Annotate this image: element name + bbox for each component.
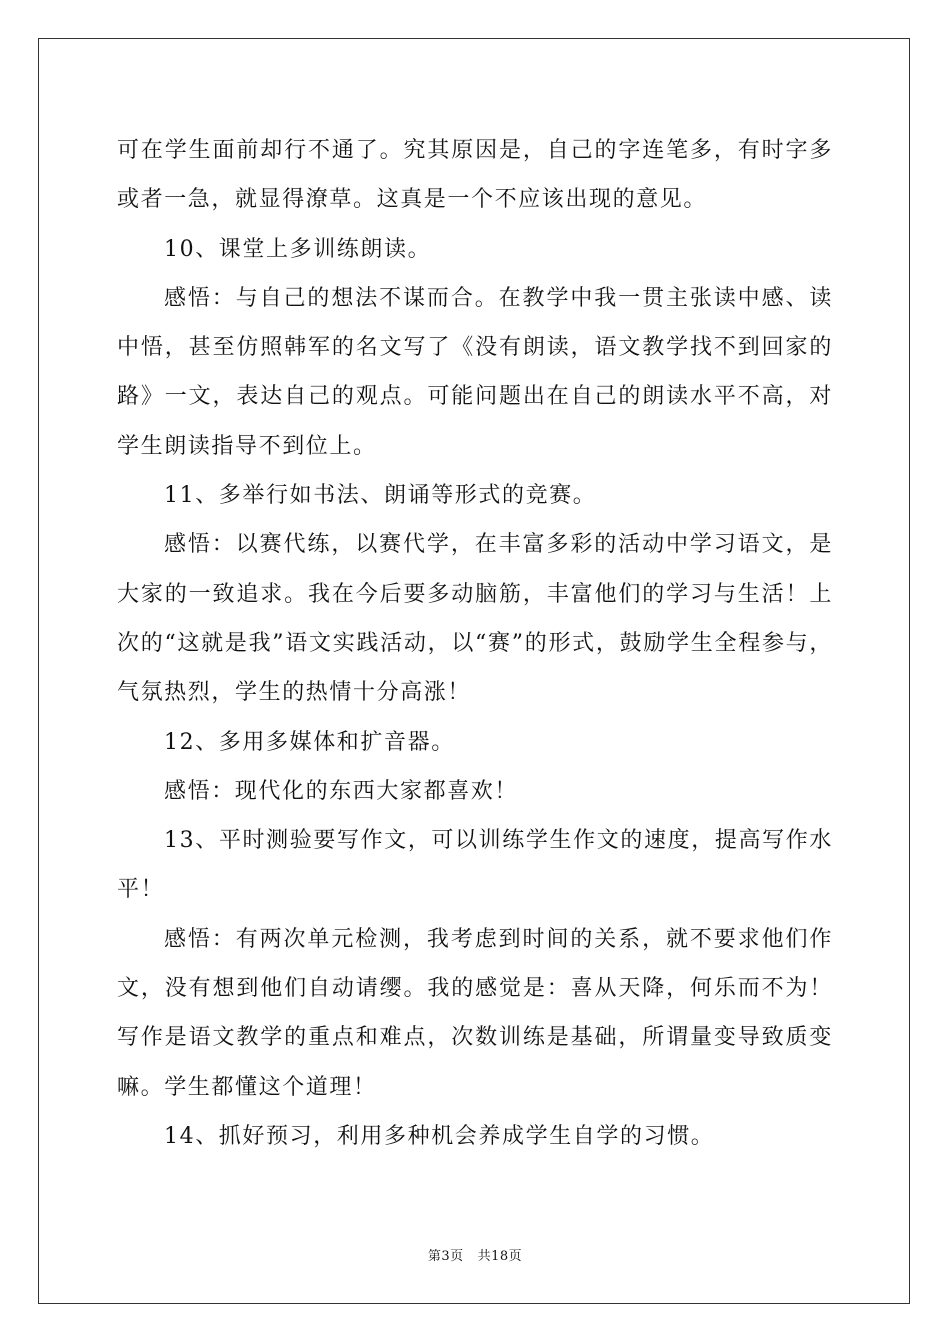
- document-body: [117, 126, 833, 1161]
- paragraph-item-12: 12、多用多媒体和扩音器。: [164, 729, 455, 755]
- paragraph-continuation: 可在学生面前却行不通了。究其原因是，自己的字连笔多，有时字多或者一急，就显得潦草。这真是一个不应该出现的意见。: [117, 138, 833, 213]
- paragraph-reflection-11: 感悟：以赛代练，以赛代学，在丰富多彩的活动中学习语文，是大家的一致追求。我在今后要多动脑筋，丰富他们的学习与生活！上次的“这就是我”语文实践活动，以“赛”的形式，鼓励学生全程参与，气氛热烈，学生的热情十分高涨！: [117, 532, 833, 706]
- paragraph-item-10: 10、课堂上多训练朗读。: [164, 236, 432, 262]
- page-total: 共18页: [477, 1249, 523, 1264]
- paragraph-reflection-10: 感悟：与自己的想法不谋而合。在教学中我一贯主张读中感、读中悟，甚至仿照韩军的名文写了《没有朗读，语文教学找不到回家的路》一文，表达自己的观点。可能问题出在自己的朗读水平不高，对学生朗读指导不到位上。: [117, 285, 833, 459]
- paragraph-item-13: 13、平时测验要写作文，可以训练学生作文的速度，提高写作水平！: [117, 828, 833, 903]
- paragraph-reflection-12: 感悟：现代化的东西大家都喜欢！: [164, 778, 519, 804]
- page-number: 第3页: [427, 1249, 464, 1264]
- paragraph-item-14: 14、抓好预习，利用多种机会养成学生自学的习惯。: [164, 1123, 715, 1149]
- page-footer: [0, 1245, 950, 1264]
- paragraph-reflection-13: 感悟：有两次单元检测，我考虑到时间的关系，就不要求他们作文，没有想到他们自动请缨。我的感觉是：喜从天降，何乐而不为！写作是语文教学的重点和难点，次数训练是基础，所谓量变导致质变嘛。学生都懂这个道理！: [117, 926, 833, 1100]
- paragraph-item-11: 11、多举行如书法、朗诵等形式的竞赛。: [164, 483, 597, 509]
